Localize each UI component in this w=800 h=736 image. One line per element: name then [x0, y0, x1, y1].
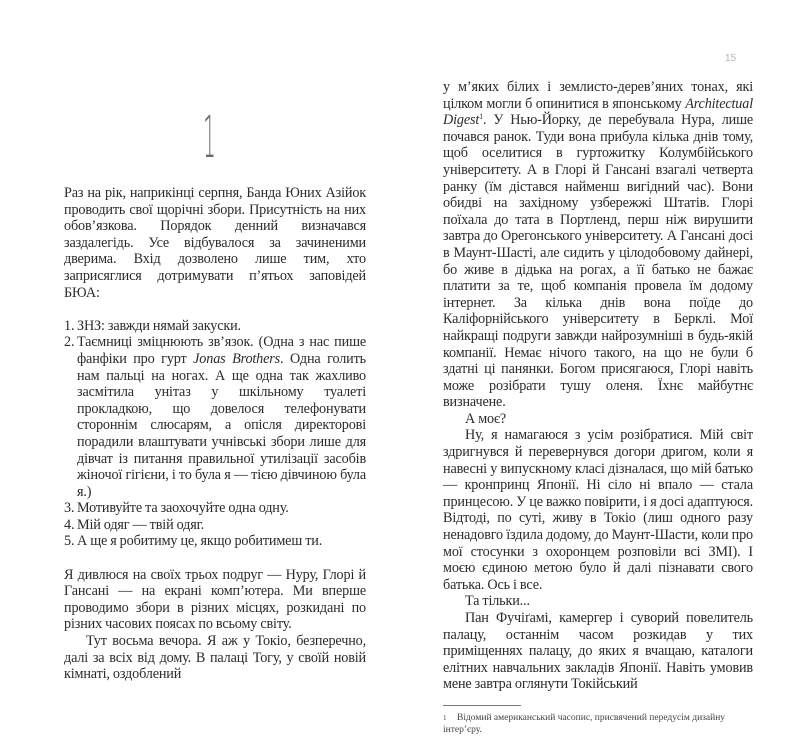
commandment-text: [77, 334, 366, 499]
chamberlain-paragraph: Пан Фучіґамі, камергер і суворий повелитель палацу, останнім часом розкидав у тих приміщеннях палацу, до яких я вчащаю, каталоги елітних навчальних закладів Японії. Навіть умовив мене завтра оглянути Токійський: [443, 610, 753, 693]
continued-paragraph: [443, 79, 753, 411]
commandment-number: 4.: [64, 516, 75, 533]
paragraph-text-part: . У Нью-Йорку, де перебувала Нура, лише почався ранок. Туди вона прибула кілька днів тому, щоб оселитися в гуртожитку Колумбійського університету. А в Глорі й Гансані взагалі четверта ранку (їм дістався найменш вигідний час). Вони обидві на західному узбережжі Штатів. Глорі поїхала до тата в Портленд, перш ніж вирушити завтра до Орегонського університету. А Гансані досі в Маунт-Шасті, але сидить у цілодобовому дайнері, бо живе в дідька на рогах, а її батько не бажає платити за те, щоб компанія провела їм додому інтернет. За кілька днів вона поїде до Каліфорнійського університету в Берклі. Мої найкращі подруги завжди найрозумніші в будь-якій компанії. Немає нічого такого, на що не були б здатні ці панянки. Богом присягаюся, Глорі навіть може розібрати тушу оленя. Їхнє майбутнє визначене.: [443, 112, 753, 411]
left-page-body: [64, 185, 366, 683]
friends-paragraph: Я дивлюся на своїх трьох подруг — Нуру, Глорі й Гансані — на екрані комп’ютера. Ми вперше проводимо збори в різних місцях, розкидані по різних часових поясах по всьому світу.: [64, 566, 366, 633]
commandment-text: Мотивуйте та заохочуйте одна одну.: [77, 500, 289, 517]
footnote-reference[interactable]: 1: [479, 112, 484, 122]
commandment-text-part: Таємниці зміцнюють зв’язок. (Одна з нас пише фанфіки про гурт: [77, 334, 366, 367]
commandment-item: [64, 517, 366, 534]
commandment-number: 5.: [64, 533, 75, 550]
tokyo-paragraph: Тут восьма вечора. Я аж у Токіо, безперечно, далі за всіх від дому. В палаці Тогу, у своїй новій кімнаті, оздоблений: [64, 633, 366, 683]
left-page: [0, 0, 400, 683]
paragraph-text-part: у м’яких білих і землисто-дерев’яних тонах, які цілком могли б опинитися в японському: [443, 79, 753, 112]
band-name-italic: Jonas Brothers: [193, 350, 281, 367]
chapter-number: 1: [203, 103, 216, 171]
right-page: [400, 0, 800, 735]
footnote: [443, 712, 753, 736]
princess-paragraph: Ну, я намагаюся з усім розібратися. Мій світ здригнувся й перевернувся догори дригом, коли я навесні у випускному класі дізналася, що мій батько — кронпринц Японії. Ні сіло ні впало — стала принцесою. У це важко повірити, і я досі адаптуюся. Відтоді, по суті, живу в Токіо (лиш одного разу ненадовго їздила додому, до Маунт-Шасти, коли про мої стосунки з охоронцем розповіли всі ЗМІ). І моєю єдиною метою було й далі пізнавати свого батька. Ось і все.: [443, 427, 753, 593]
commandment-number: 3.: [64, 500, 75, 517]
right-page-flow: [443, 79, 753, 736]
commandment-item: [64, 334, 366, 500]
commandment-item: [64, 318, 366, 335]
commandment-text: Мій одяг — твій одяг.: [77, 516, 205, 533]
but-paragraph: Та тільки...: [465, 593, 530, 610]
footnote-text: Відомий американський часопис, присвячений передусім дизайну інтер’єру.: [443, 712, 726, 735]
footnote-divider: [443, 705, 521, 706]
page-number: 15: [725, 53, 737, 64]
commandment-text: ЗНЗ: завжди нямай закуски.: [77, 317, 241, 334]
commandment-text: А ще я робитиму це, якщо робитимеш ти.: [77, 533, 323, 550]
commandment-text-part: . Одна голить нам пальці на ногах. А ще одна так жахливо засмітила унітаз у шкільному туалеті прокладкою, що довелося телефонувати стороннім слюсарям, а опісля директорові порадили влаштувати учнівські збори лише для дівчат із питання правильної утилізації засобів жіночої гігієни, і то була я — тією дівчиною була я.): [77, 350, 366, 500]
question-paragraph: А моє?: [465, 410, 507, 427]
right-page-body: [443, 79, 753, 693]
intro-paragraph: Раз на рік, наприкінці серпня, Банда Юних Азійок проводить свої щорічні збори. Присутність на них обов’язкова. Порядок денний визначався заздалегідь. Усе відбувалося за зачиненими дверима. Вхід дозволено лише тим, хто заприсяглися дотримувати п’ятьох заповідей БЮА:: [64, 185, 366, 301]
commandments-list: [64, 318, 366, 550]
commandment-item: [64, 500, 366, 517]
commandment-item: [64, 533, 366, 550]
commandment-number: 1.: [64, 317, 75, 334]
footnote-mark: 1: [443, 713, 447, 722]
commandment-number: 2.: [64, 334, 75, 351]
magazine-title-italic: Architectual Digest: [443, 95, 753, 129]
